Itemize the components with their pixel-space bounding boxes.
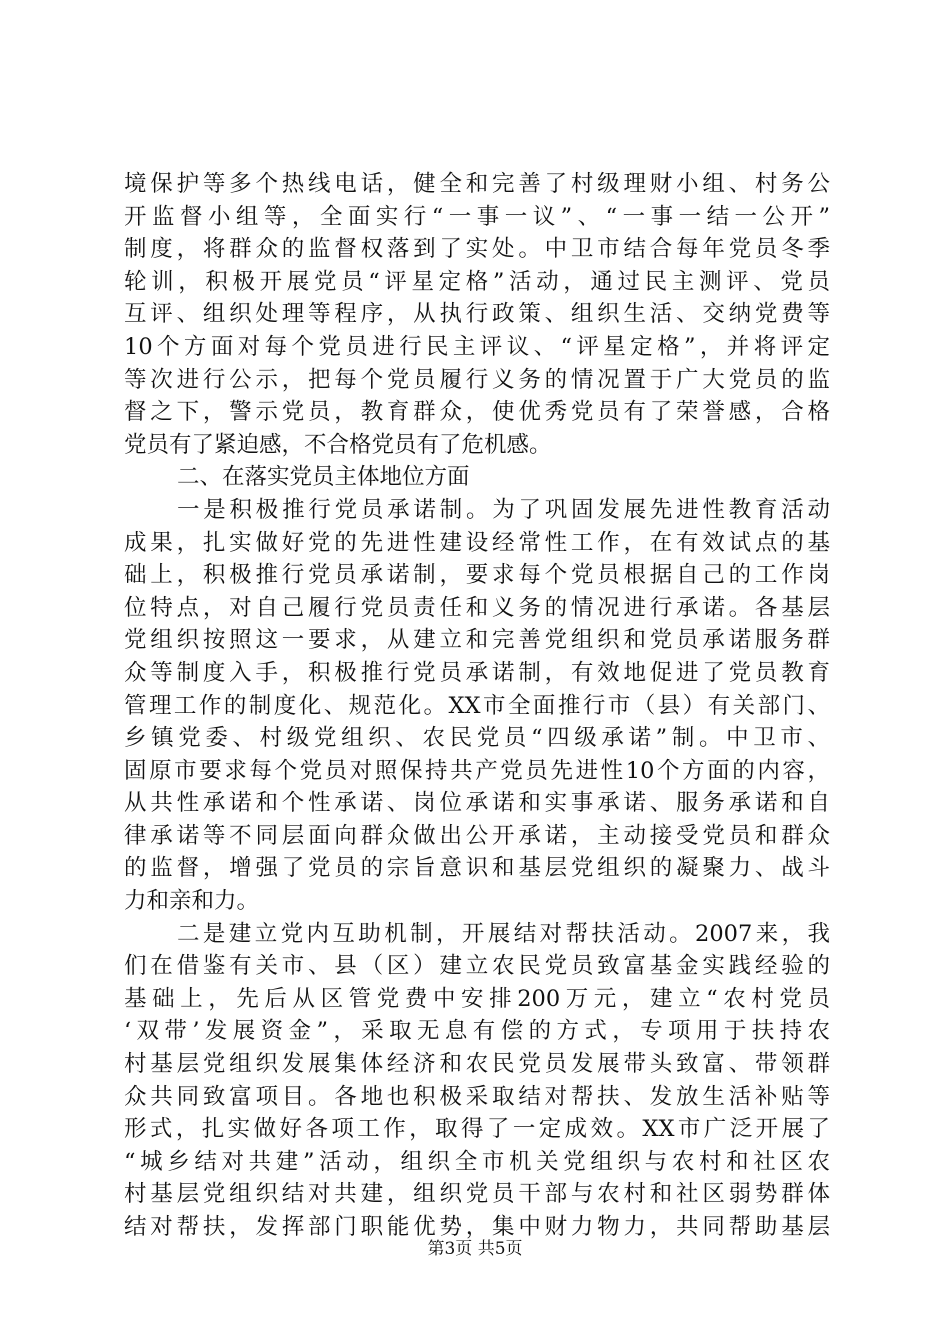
- text-line: 等次进行公示，把每个党员履行义务的情况置于广大党员的监: [124, 366, 830, 393]
- text-line: 基础上，先后从区管党费中安排200万元，建立“农村党员: [124, 985, 830, 1012]
- text-line: 10个方面对每个党员进行民主评议、“评星定格”，并将评定: [124, 333, 830, 360]
- text-line: 轮训，积极开展党员“评星定格”活动，通过民主测评、党员: [124, 268, 830, 295]
- text-line: 互评、组织处理等程序，从执行政策、组织生活、交纳党费等: [124, 301, 830, 328]
- text-line: 众共同致富项目。各地也积极采取结对帮扶、发放生活补贴等: [124, 1083, 830, 1110]
- text-line: 管理工作的制度化、规范化。XX市全面推行市（县）有关部门、: [124, 692, 830, 719]
- text-line: 二是建立党内互助机制，开展结对帮扶活动。2007来，我: [177, 920, 830, 947]
- text-line: 固原市要求每个党员对照保持共产党员先进性10个方面的内容，: [124, 757, 830, 784]
- text-line: ‘双带’发展资金”，采取无息有偿的方式，专项用于扶持农: [124, 1018, 830, 1045]
- text-line: 础上，积极推行党员承诺制，要求每个党员根据自己的工作岗: [124, 562, 830, 589]
- page-number-label: 第3页 共5页: [427, 1239, 523, 1259]
- text-line: 的监督，增强了党员的宗旨意识和基层党组织的凝聚力、战斗: [124, 855, 830, 882]
- text-line: 众等制度入手，积极推行党员承诺制，有效地促进了党员教育: [124, 659, 830, 686]
- document-body: [124, 168, 830, 1244]
- text-line: 督之下，警示党员，教育群众，使优秀党员有了荣誉感，合格: [124, 399, 830, 426]
- text-line: 制度，将群众的监督权落到了实处。中卫市结合每年党员冬季: [124, 236, 830, 263]
- text-line: 党组织按照这一要求，从建立和完善党组织和党员承诺服务群: [124, 627, 830, 654]
- text-line: 位特点，对自己履行党员责任和义务的情况进行承诺。各基层: [124, 594, 830, 621]
- text-line: 力和亲和力。: [124, 888, 260, 915]
- text-line: 村基层党组织发展集体经济和农民党员发展带头致富、带领群: [124, 1051, 830, 1078]
- text-line: 乡镇党委、村级党组织、农民党员“四级承诺”制。中卫市、: [124, 725, 830, 752]
- text-line: “城乡结对共建”活动，组织全市机关党组织与农村和社区农: [124, 1148, 830, 1175]
- section-heading: 二、在落实党员主体地位方面: [177, 464, 470, 491]
- text-line: 成果，扎实做好党的先进性建设经常性工作，在有效试点的基: [124, 529, 830, 556]
- text-line: 律承诺等不同层面向群众做出公开承诺，主动接受党员和群众: [124, 822, 830, 849]
- text-line: 党员有了紧迫感，不合格党员有了危机感。: [124, 431, 552, 458]
- text-line: 境保护等多个热线电话，健全和完善了村级理财小组、村务公: [124, 171, 830, 197]
- text-line: 一是积极推行党员承诺制。为了巩固发展先进性教育活动: [177, 496, 830, 523]
- text-line: 村基层党组织结对共建，组织党员干部与农村和社区弱势群体: [124, 1181, 830, 1208]
- text-line: 结对帮扶，发挥部门职能优势，集中财力物力，共同帮助基层: [124, 1214, 830, 1240]
- text-line: 开监督小组等，全面实行“一事一议”、“一事一结一公开”: [124, 203, 830, 230]
- text-line: 形式，扎实做好各项工作，取得了一定成效。XX市广泛开展了: [124, 1116, 830, 1143]
- page-footer: [0, 1238, 950, 1260]
- text-line: 从共性承诺和个性承诺、岗位承诺和实事承诺、服务承诺和自: [124, 790, 830, 817]
- text-line: 们在借鉴有关市、县（区）建立农民党员致富基金实践经验的: [124, 953, 830, 980]
